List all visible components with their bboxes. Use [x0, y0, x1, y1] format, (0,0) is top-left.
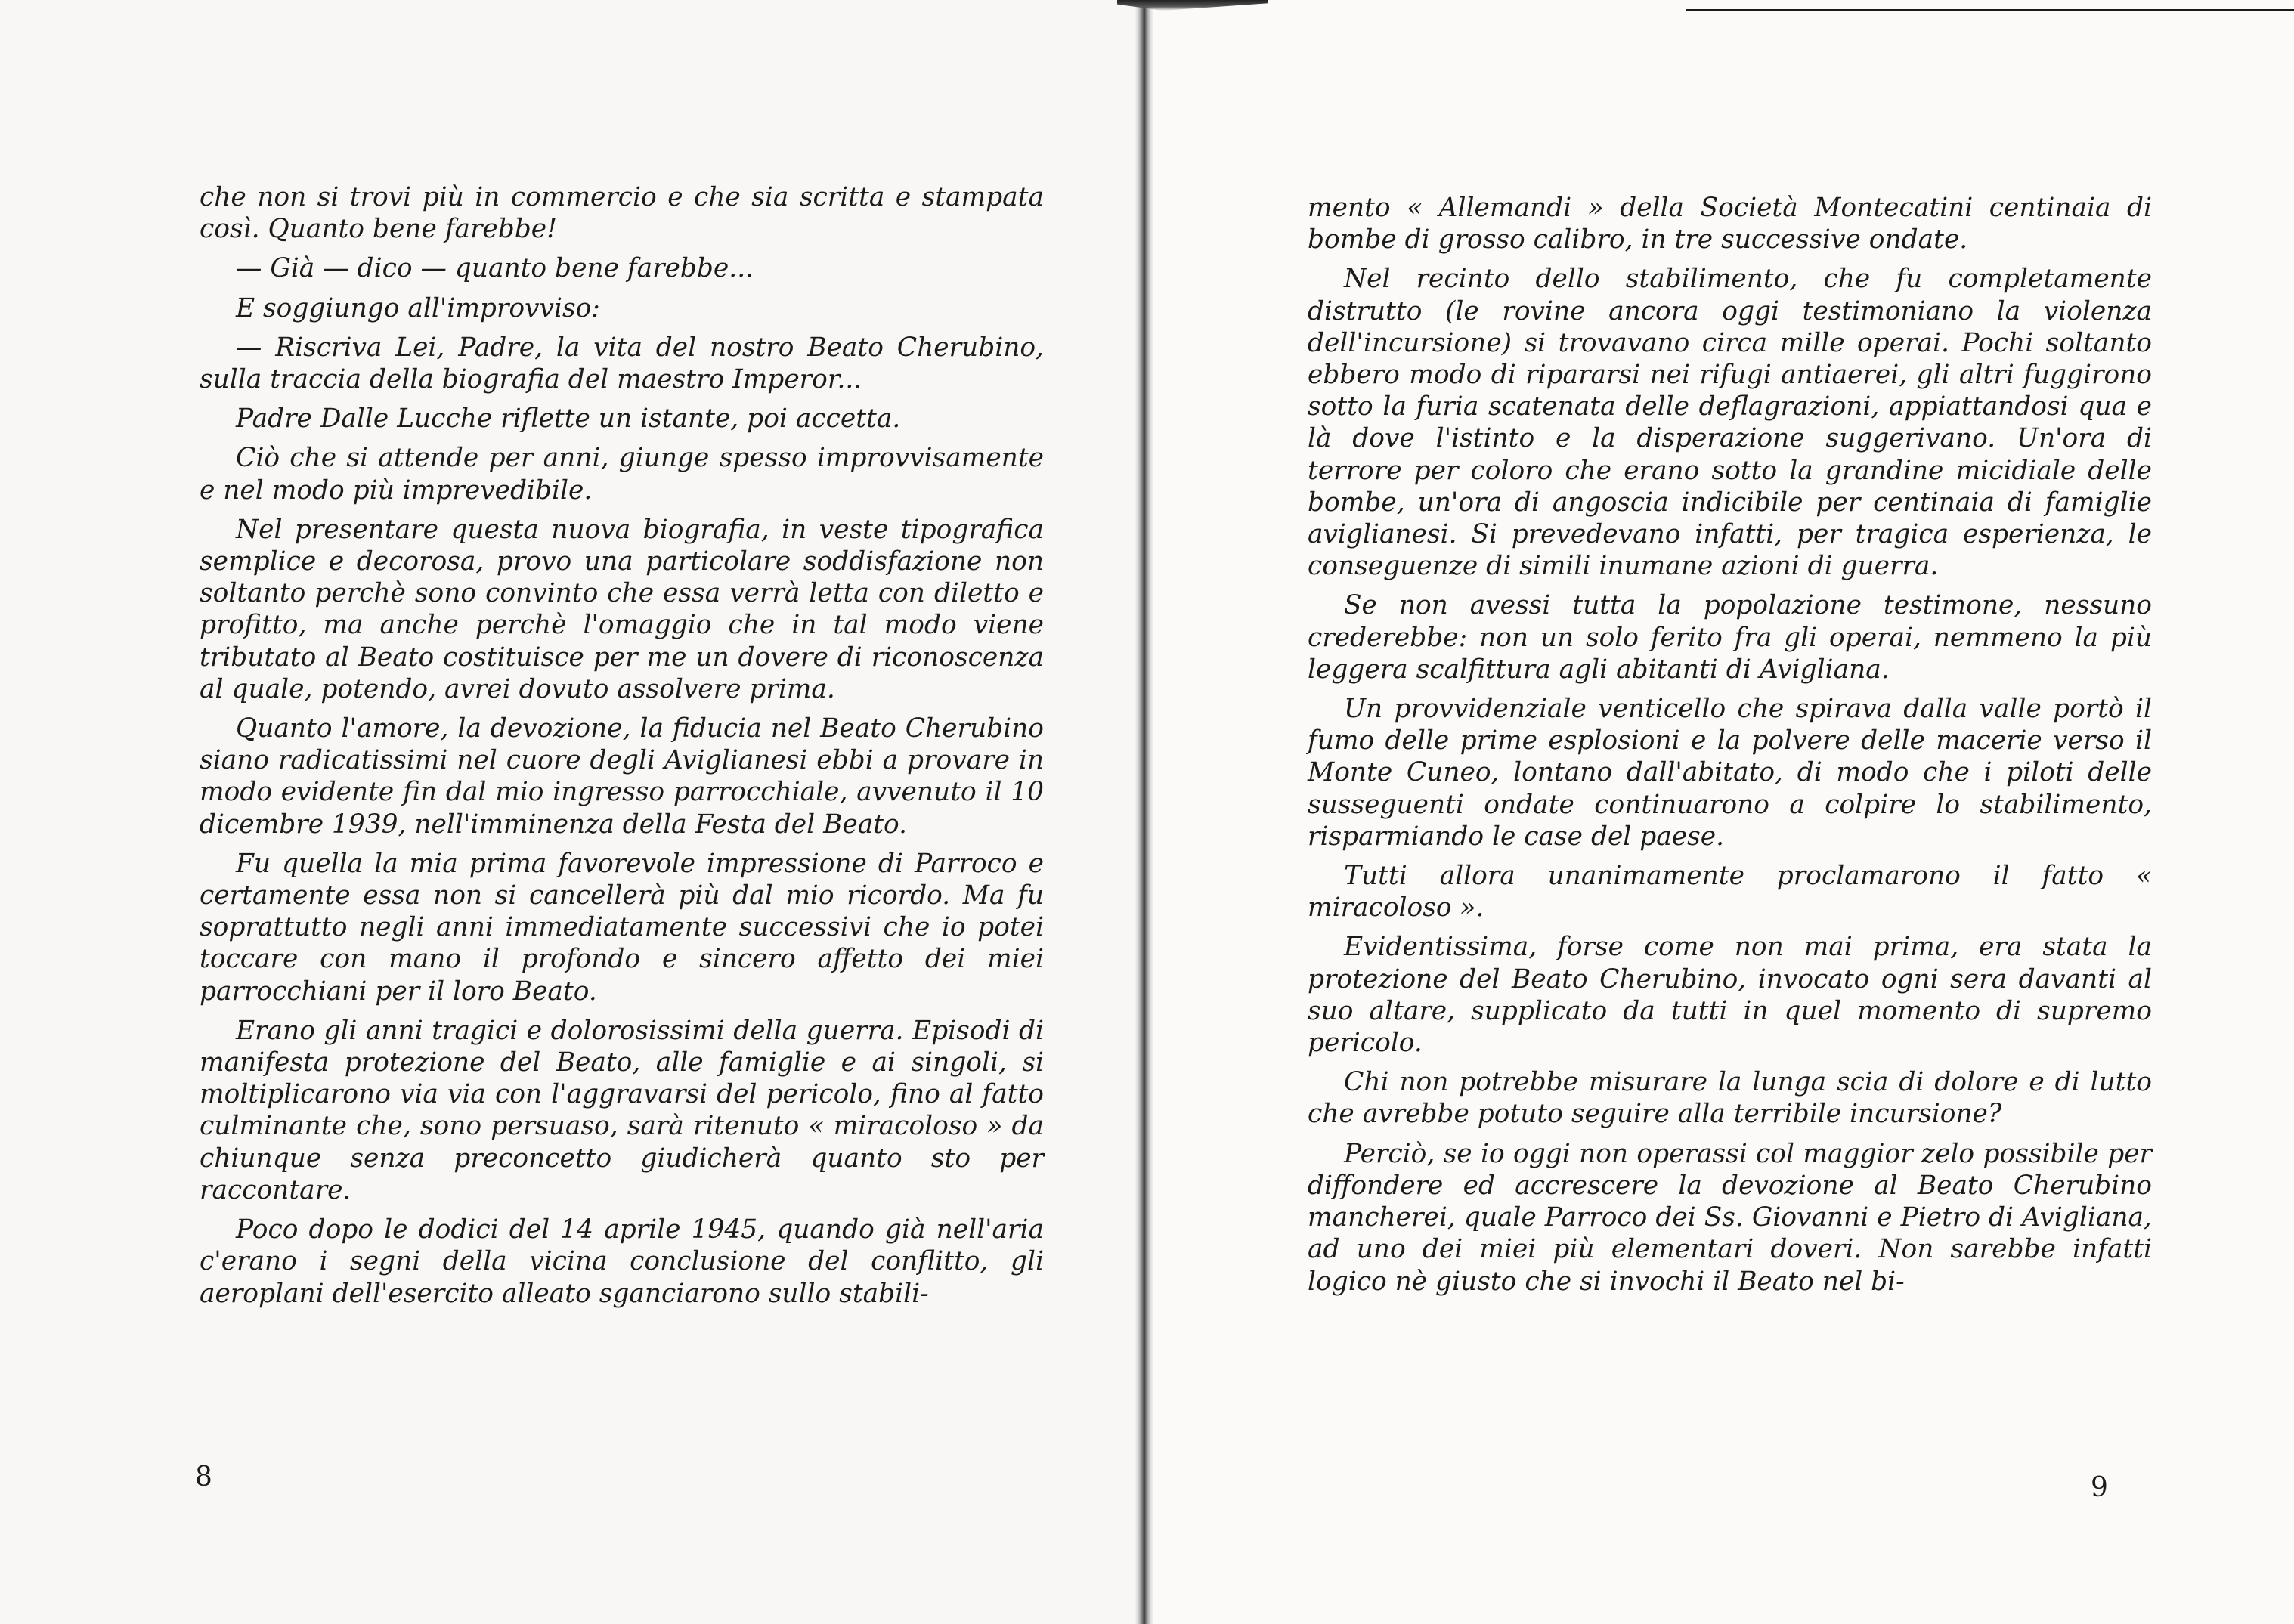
paragraph: Nel recinto dello stabilimento, che fu completamente distrutto (le rovine ancora oggi testimoniano la violenza dell'incursione) si trovavano circa mille operai. Pochi soltanto ebbero modo di ripararsi nei rifugi antiaerei, gli altri fuggirono sotto la furia scatenata delle deflagrazioni, appiattandosi qua e là dove l'istinto e la disperazione suggerivano. Un'ora di terrore per coloro che erano sotto la grandine micidiale delle bombe, un'ora di angoscia indicibile per centinaia di famiglie aviglianesi. Si prevedevano infatti, per tragica esperienza, le conseguenze di simili inumane azioni di guerra.	[1308, 264, 2152, 582]
paragraph: Nel presentare questa nuova biografia, in veste tipografica semplice e decorosa, provo una particolare soddisfazione non soltanto perchè sono convinto che essa verrà letta con diletto e profitto, ma anche perchè l'omaggio che in tal modo viene tributato al Beato costituisce per me un dovere di riconoscenza al quale, potendo, avrei dovuto assolvere prima.	[200, 514, 1044, 704]
paragraph: Tutti allora unanimamente proclamarono il fatto « miracoloso ».	[1308, 861, 2152, 923]
paragraph: Perciò, se io oggi non operassi col maggior zelo possibile per diffondere ed accrescere la devozione al Beato Cherubino mancherei, quale Parroco dei Ss. Giovanni e Pietro di Avigliana, ad uno dei miei più elementari doveri. Non sarebbe infatti logico nè giusto che si invochi il Beato nel bi-	[1308, 1138, 2152, 1297]
page-number: 8	[195, 1462, 212, 1493]
paragraph: Quanto l'amore, la devozione, la fiducia nel Beato Cherubino siano radicatissimi nel cuore degli Aviglianesi ebbi a provare in modo evidente fin dal mio ingresso parrocchiale, avvenuto il 10 dicembre 1939, nell'imminenza della Festa del Beato.	[200, 713, 1044, 840]
paragraph: Ciò che si attende per anni, giunge spesso improvvisamente e nel modo più imprevedibile.	[200, 443, 1044, 506]
paragraph: Evidentissima, forse come non mai prima, era stata la protezione del Beato Cherubino, invocato ogni sera davanti al suo altare, supplicato da tutti in quel momento di supremo pericolo.	[1308, 932, 2152, 1059]
right-page-text	[1308, 192, 2152, 1305]
page-number: 9	[2091, 1472, 2108, 1503]
paragraph: Erano gli anni tragici e dolorosissimi della guerra. Episodi di manifesta protezione del Beato, alle famiglie e ai singoli, si moltiplicarono via via con l'aggravarsi del pericolo, fino al fatto culminante che, sono persuaso, sarà ritenuto « miracoloso » da chiunque senza preconcetto giudicherà quanto sto per raccontare.	[200, 1015, 1044, 1205]
paragraph: — Già — dico — quanto bene farebbe...	[236, 253, 754, 284]
paragraph: mento « Allemandi » della Società Montecatini centinaia di bombe di grosso calibro, in tre successive ondate.	[1308, 193, 2152, 255]
left-page-text	[200, 181, 1044, 1317]
right-page	[1143, 0, 2294, 1624]
paragraph: che non si trovi più in commercio e che sia scritta e stampata così. Quanto bene farebbe!	[200, 182, 1044, 245]
paragraph: Padre Dalle Lucche riflette un istante, poi accetta.	[236, 404, 901, 435]
paragraph: Se non avessi tutta la popolazione testimone, nessuno crederebbe: non un solo ferito fra gli operai, nemmeno la più leggera scalfittura agli abitanti di Avigliana.	[1308, 590, 2152, 685]
paragraph: Chi non potrebbe misurare la lunga scia di dolore e di lutto che avrebbe potuto seguire alla terribile incursione?	[1308, 1067, 2152, 1130]
paragraph: E soggiungo all'improvviso:	[236, 292, 600, 323]
paragraph: — Riscriva Lei, Padre, la vita del nostro Beato Cherubino, sulla traccia della biografia del maestro Imperor...	[200, 332, 1044, 395]
paragraph: Fu quella la mia prima favorevole impressione di Parroco e certamente essa non si cancellerà più dal mio ricordo. Ma fu soprattutto negli anni immediatamente successivi che io potei toccare con mano il profondo e sincero affetto dei miei parrocchiani per il loro Beato.	[200, 848, 1044, 1007]
left-page	[0, 0, 1143, 1624]
paragraph: Un provvidenziale venticello che spirava dalla valle portò il fumo delle prime esplosioni e la polvere delle macerie verso il Monte Cuneo, lontano dall'abitato, di modo che i piloti delle susseguenti ondate continuarono a colpire lo stabilimento, risparmiando le case del paese.	[1308, 694, 2152, 852]
scan-edge-line	[1686, 9, 2294, 11]
paragraph: Poco dopo le dodici del 14 aprile 1945, quando già nell'aria c'erano i segni della vicina conclusione del conflitto, gli aeroplani dell'esercito alleato sganciarono sullo stabili-	[200, 1214, 1044, 1309]
book-gutter	[1135, 0, 1153, 1624]
